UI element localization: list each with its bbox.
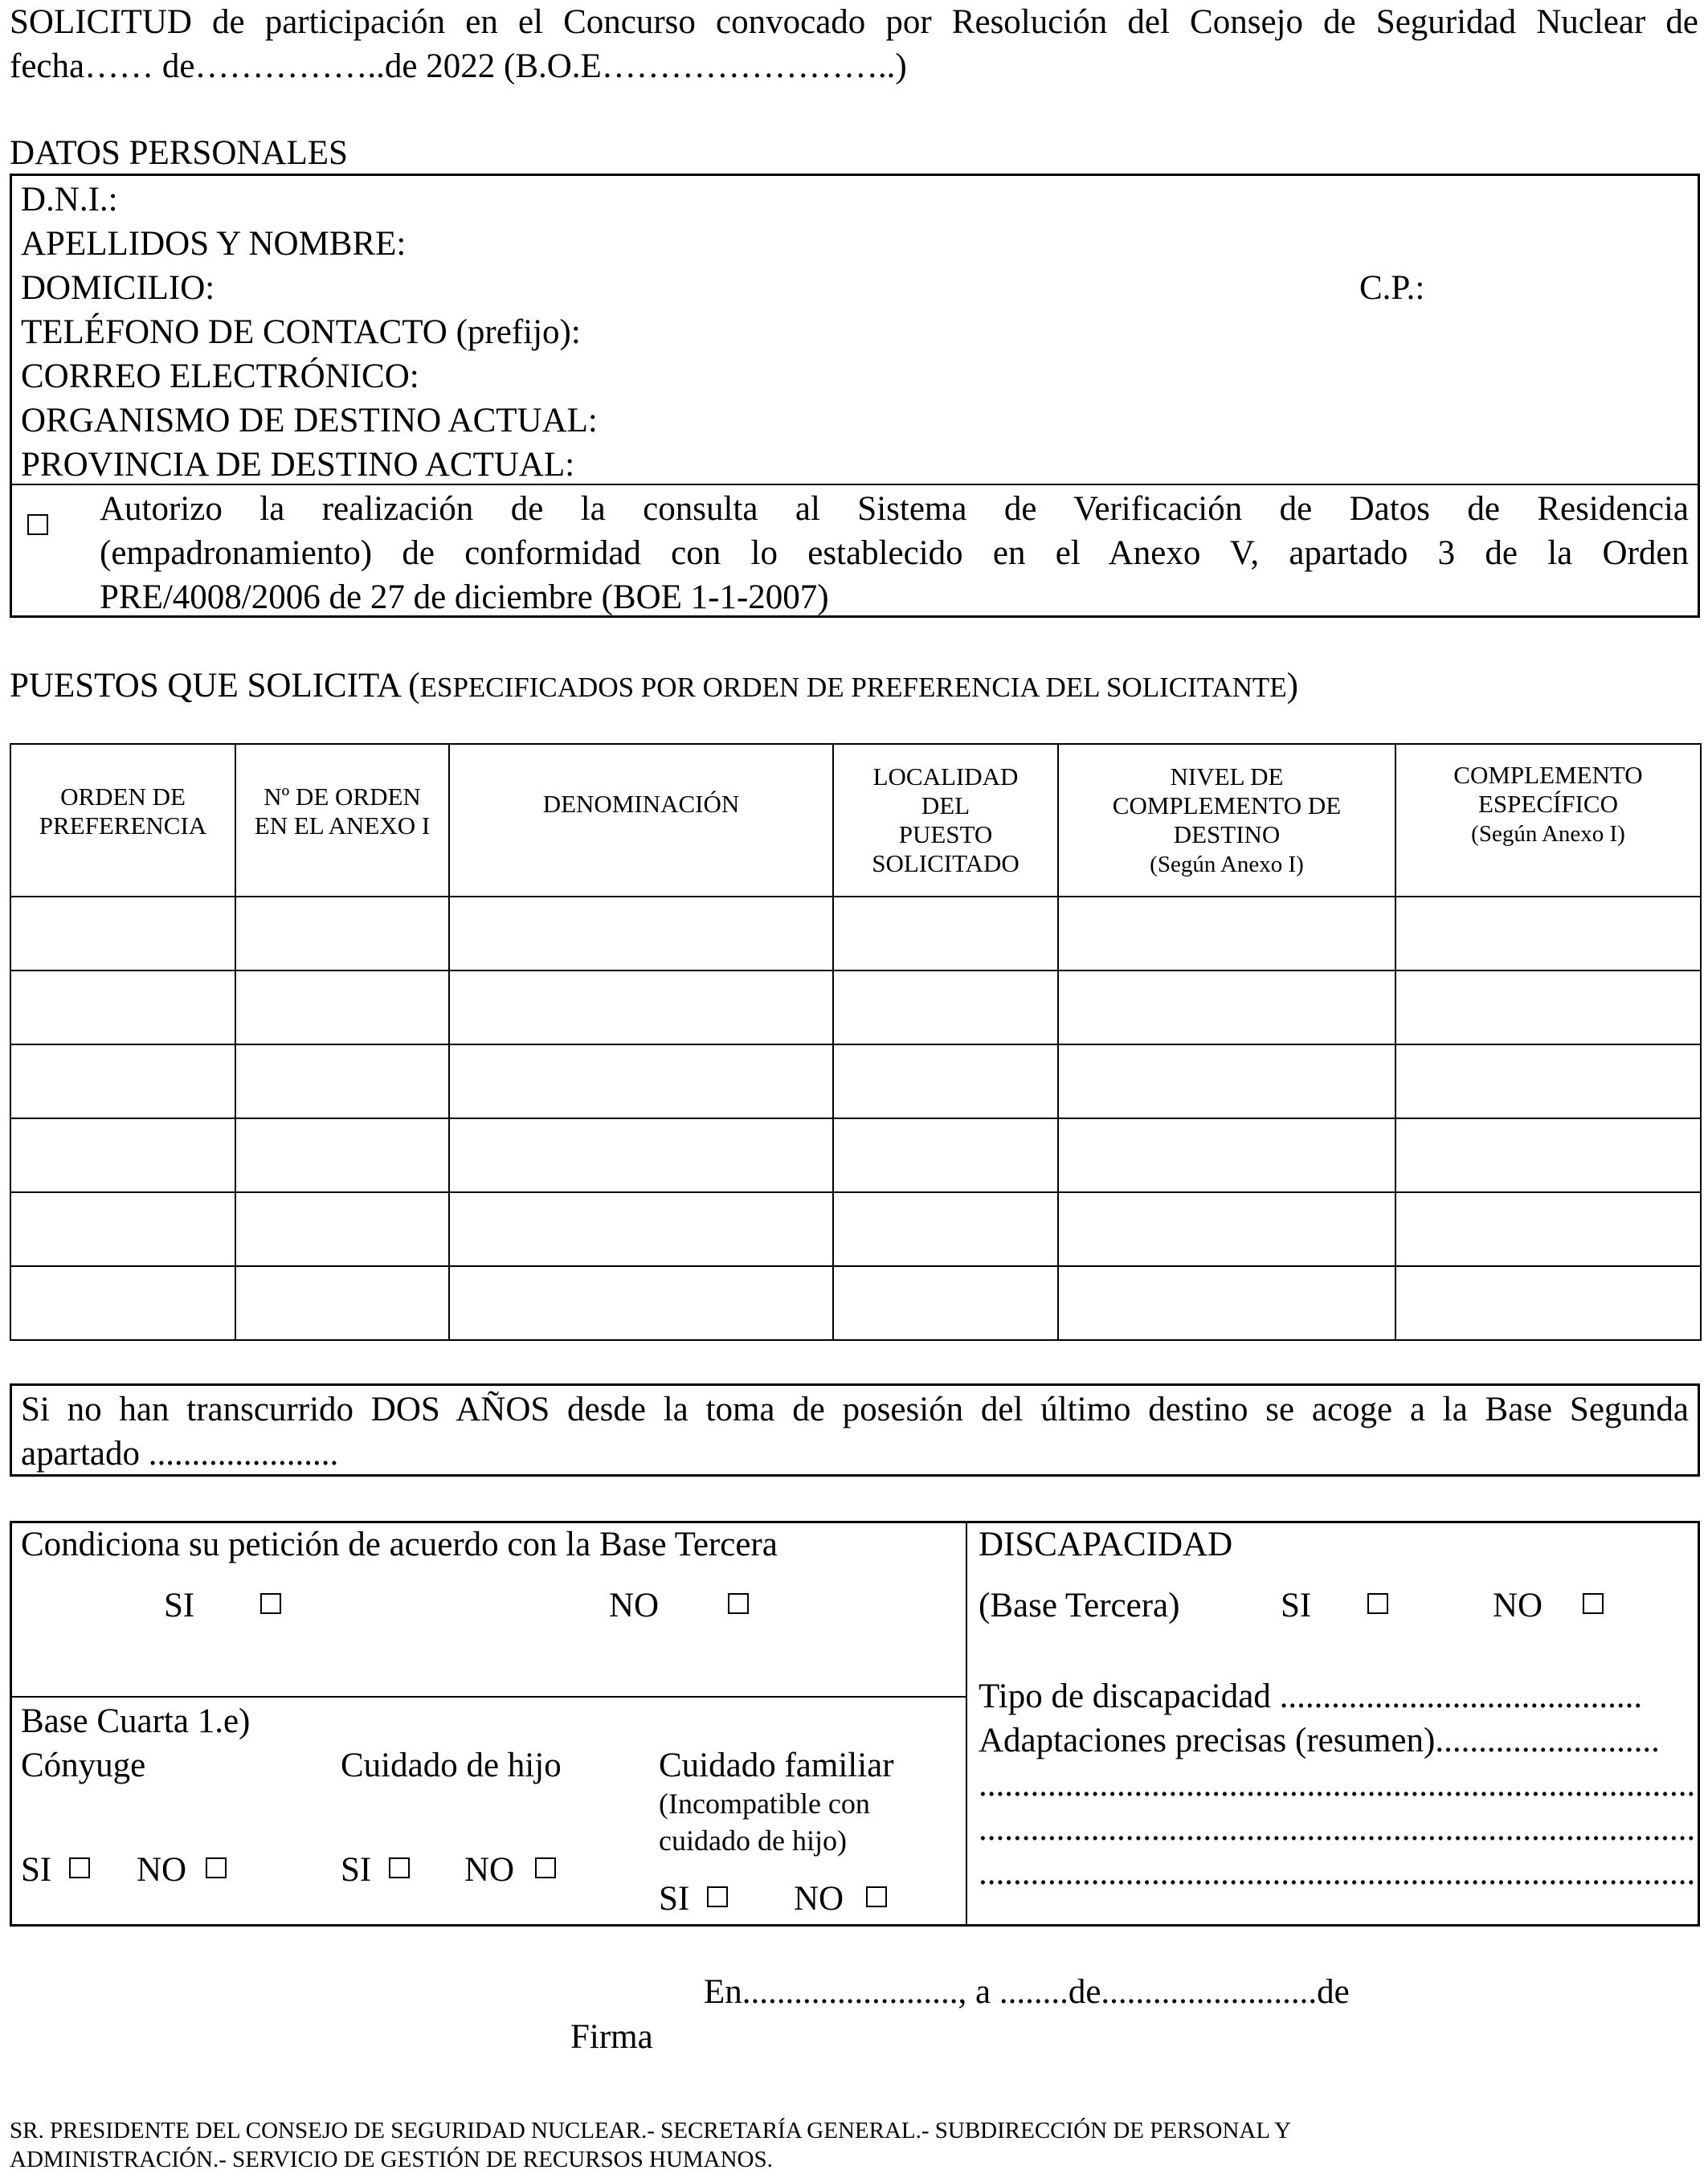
disability-si-label: SI (1281, 1587, 1312, 1624)
disability-base-label: (Base Tercera) (979, 1587, 1180, 1624)
table-cell[interactable] (449, 1192, 833, 1266)
two-years-line-1: Si no han transcurrido DOS AÑOS desde la toma de posesión del último destino se acoge a la Base Segunda (21, 1391, 1689, 1428)
family-care-label: Cuidado familiar (659, 1747, 894, 1784)
family-si-checkbox[interactable] (707, 1886, 728, 1907)
table-cell[interactable] (1058, 897, 1395, 970)
disability-no-label: NO (1493, 1587, 1543, 1624)
positions-title-sub: ESPECIFICADOS POR ORDEN DE PREFERENCIA DEL SOLICITANTE (419, 672, 1287, 703)
consent-line-1: Autorizo la realización de la consulta al Sistema de Verificación de Datos de Residencia (100, 490, 1689, 528)
table-cell[interactable] (833, 1192, 1058, 1266)
field-current-province[interactable]: PROVINCIA DE DESTINO ACTUAL: (21, 446, 575, 484)
signature-label: Firma (570, 2018, 653, 2056)
table-cell[interactable] (1395, 1118, 1701, 1192)
table-cell[interactable] (833, 970, 1058, 1044)
field-postal-code[interactable]: C.P.: (1359, 269, 1425, 307)
family-care-note-2: cuidado de hijo) (659, 1825, 847, 1857)
table-row (10, 970, 1701, 1044)
dotted-line[interactable]: ................................................................................... (979, 1854, 1696, 1892)
disability-no-checkbox[interactable] (1583, 1593, 1604, 1614)
condition-no-label: NO (609, 1587, 660, 1624)
table-cell[interactable] (10, 1192, 235, 1266)
table-row (10, 1266, 1701, 1340)
table-cell[interactable] (1058, 1118, 1395, 1192)
consent-line-3: PRE/4008/2006 de 27 de diciembre (BOE 1-1-2007) (100, 578, 829, 616)
footer-line-2: ADMINISTRACIÓN.- SERVICIO DE GESTIÓN DE RECURSOS HUMANOS. (10, 2147, 773, 2172)
table-row (10, 1192, 1701, 1266)
condition-no-checkbox[interactable] (728, 1593, 749, 1614)
field-name[interactable]: APELLIDOS Y NOMBRE: (21, 225, 407, 263)
table-cell[interactable] (1058, 1192, 1395, 1266)
table-cell[interactable] (235, 1192, 449, 1266)
field-address[interactable]: DOMICILIO: (21, 269, 215, 307)
child-no-label: NO (464, 1851, 515, 1889)
table-cell[interactable] (235, 1044, 449, 1118)
child-care-label: Cuidado de hijo (341, 1747, 562, 1784)
disability-adaptations[interactable]: Adaptaciones precisas (resumen).......................... (979, 1722, 1660, 1759)
col-header-order: ORDEN DE PREFERENCIA (10, 744, 235, 897)
table-cell[interactable] (1395, 1192, 1701, 1266)
table-cell[interactable] (449, 970, 833, 1044)
family-care-note-1: (Incompatible con (659, 1788, 870, 1820)
table-cell[interactable] (833, 897, 1058, 970)
table-cell[interactable] (833, 1118, 1058, 1192)
table-cell[interactable] (833, 1266, 1058, 1340)
table-cell[interactable] (449, 1118, 833, 1192)
child-si-checkbox[interactable] (389, 1857, 410, 1878)
personal-section-title: DATOS PERSONALES (10, 134, 348, 172)
table-cell[interactable] (1395, 970, 1701, 1044)
positions-table (10, 743, 1702, 1341)
horizontal-divider (10, 1696, 966, 1698)
consent-checkbox[interactable] (27, 514, 48, 535)
dotted-line[interactable]: ................................................................................... (979, 1766, 1696, 1804)
table-row (10, 1044, 1701, 1118)
positions-title-main: PUESTOS QUE SOLICITA ( (10, 667, 420, 705)
table-cell[interactable] (1395, 897, 1701, 970)
consent-line-2: (empadronamiento) de conformidad con lo establecido en el Anexo V, apartado 3 de la Orden (100, 534, 1689, 572)
field-phone[interactable]: TELÉFONO DE CONTACTO (prefijo): (21, 313, 581, 351)
footer-line-1: SR. PRESIDENTE DEL CONSEJO DE SEGURIDAD NUCLEAR.- SECRETARÍA GENERAL.- SUBDIRECCIÓN DE PERSONAL Y (10, 2118, 1292, 2143)
field-current-organism[interactable]: ORGANISMO DE DESTINO ACTUAL: (21, 402, 598, 439)
spouse-si-label: SI (21, 1851, 52, 1889)
table-cell[interactable] (235, 1266, 449, 1340)
positions-section-title (10, 664, 1298, 709)
condition-si-label: SI (164, 1587, 195, 1624)
spouse-si-checkbox[interactable] (69, 1857, 90, 1878)
header-line-2: fecha…… de……………..de 2022 (B.O.E……………………..) (10, 47, 907, 85)
spouse-label: Cónyuge (21, 1747, 146, 1784)
table-cell[interactable] (1058, 1044, 1395, 1118)
family-no-label: NO (794, 1880, 844, 1918)
table-cell[interactable] (10, 1118, 235, 1192)
spouse-no-label: NO (137, 1851, 187, 1889)
two-years-line-2[interactable]: apartado ...................... (21, 1435, 339, 1473)
col-header-denomination: DENOMINACIÓN (449, 744, 833, 897)
table-cell[interactable] (235, 897, 449, 970)
child-si-label: SI (341, 1851, 372, 1889)
condition-text: Condiciona su petición de acuerdo con la Base Tercera (21, 1526, 778, 1563)
field-dni[interactable]: D.N.I.: (21, 181, 118, 219)
positions-title-close: ) (1286, 667, 1298, 705)
table-cell[interactable] (833, 1044, 1058, 1118)
table-cell[interactable] (10, 1266, 235, 1340)
header-line-1: SOLICITUD de participación en el Concurso convocado por Resolución del Consejo de Seguridad Nuclear de (10, 3, 1698, 41)
base-cuarta-title: Base Cuarta 1.e) (21, 1702, 251, 1740)
place-date-line[interactable]: En........................., a ........de.........................de (704, 1973, 1350, 2011)
family-si-label: SI (659, 1880, 690, 1918)
col-header-specific: COMPLEMENTO ESPECÍFICO (Según Anexo I) (1395, 744, 1701, 897)
table-row (10, 897, 1701, 970)
table-cell[interactable] (449, 897, 833, 970)
table-cell[interactable] (1395, 1044, 1701, 1118)
child-no-checkbox[interactable] (535, 1857, 556, 1878)
col-header-locality: LOCALIDAD DEL PUESTO SOLICITADO (833, 744, 1058, 897)
divider (10, 484, 1700, 485)
field-email[interactable]: CORREO ELECTRÓNICO: (21, 358, 419, 395)
table-cell[interactable] (449, 1044, 833, 1118)
table-cell[interactable] (235, 1118, 449, 1192)
col-header-level: NIVEL DE COMPLEMENTO DE DESTINO (Según Anexo I) (1058, 744, 1395, 897)
table-cell[interactable] (1058, 1266, 1395, 1340)
condition-si-checkbox[interactable] (260, 1593, 281, 1614)
table-cell[interactable] (449, 1266, 833, 1340)
col-header-annex-number: Nº DE ORDEN EN EL ANEXO I (235, 744, 449, 897)
table-cell[interactable] (235, 970, 449, 1044)
disability-si-checkbox[interactable] (1367, 1593, 1388, 1614)
dotted-line[interactable]: ................................................................................... (979, 1810, 1696, 1848)
table-cell[interactable] (1395, 1266, 1701, 1340)
table-cell[interactable] (10, 970, 235, 1044)
table-cell[interactable] (10, 897, 235, 970)
disability-type[interactable]: Tipo de discapacidad .......................................... (979, 1677, 1643, 1715)
family-no-checkbox[interactable] (866, 1886, 887, 1907)
disability-title: DISCAPACIDAD (979, 1526, 1233, 1563)
table-cell[interactable] (10, 1044, 235, 1118)
table-cell[interactable] (1058, 970, 1395, 1044)
spouse-no-checkbox[interactable] (206, 1857, 227, 1878)
table-row (10, 1118, 1701, 1192)
vertical-divider (966, 1521, 967, 1927)
